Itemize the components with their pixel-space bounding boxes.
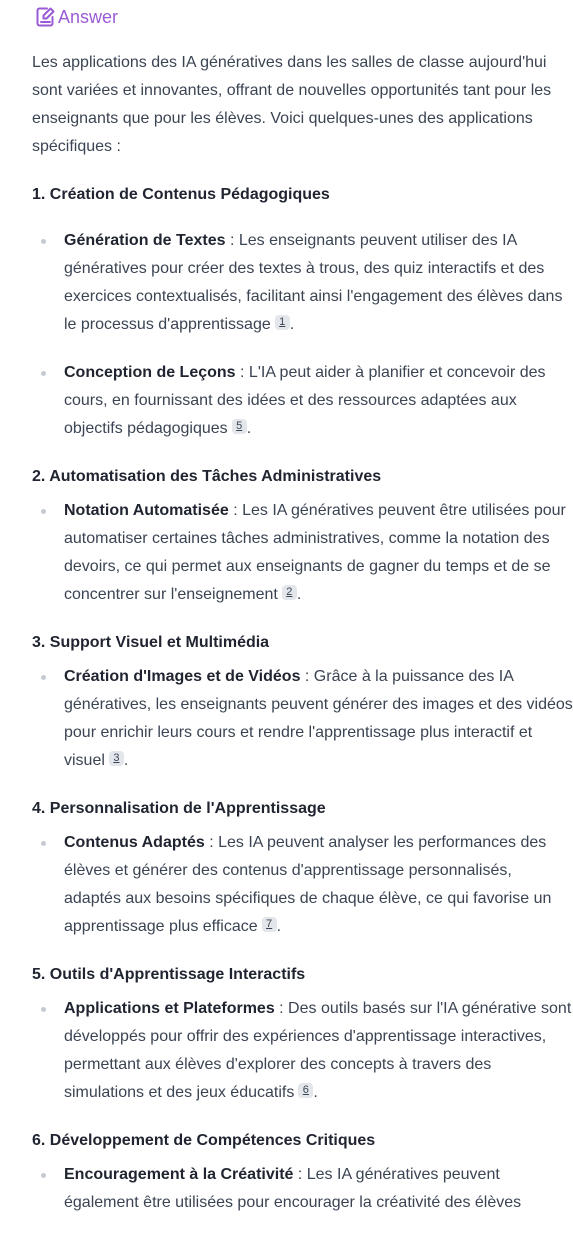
citation-link[interactable]: 3 (109, 751, 124, 766)
item-term: Encouragement à la Créativité (64, 1166, 294, 1183)
section-title: 4. Personnalisation de l'Apprentissage (32, 800, 326, 817)
answer-header (35, 4, 118, 30)
item-text: : Les enseignants peuvent utiliser des IA génératives pour créer des textes à trous, des quiz interactifs et des exercices contextualisés, facilitant ainsi l'engagement des élèves dans le processus d'apprentissage (64, 232, 563, 333)
citation-link[interactable]: 1 (275, 315, 290, 330)
list-item (32, 359, 573, 443)
list-item (32, 829, 573, 941)
item-term: Génération de Textes (64, 232, 226, 249)
section (32, 795, 573, 941)
list-item (32, 227, 573, 339)
citation-link[interactable]: 2 (282, 585, 297, 600)
section (32, 961, 573, 1107)
answer-title: Answer (58, 6, 119, 27)
sentence-period: . (246, 420, 252, 437)
item-text: : Les IA peuvent analyser les performances des élèves et générer des contenus d'apprentissage personnalisés, adaptés aux besoins spécifiques de chaque élève, ce qui favorise un apprentissage plus efficace (64, 834, 552, 935)
sentence-period: . (123, 752, 129, 769)
section-title: 1. Création de Contenus Pédagogiques (32, 186, 330, 203)
section-title: 6. Développement de Compétences Critiques (32, 1132, 376, 1149)
bullet-list (32, 663, 573, 775)
bullet-list (32, 829, 573, 941)
item-term: Conception de Leçons (64, 364, 236, 381)
section (32, 181, 573, 443)
sentence-period: . (296, 586, 302, 603)
item-text: : Des outils basés sur l'IA générative sont développés pour offrir des expériences d'apprentissage interactives, permettant aux élèves d'explorer des concepts à travers des simulations et des jeux éducatifs (64, 1000, 572, 1101)
section-title: 3. Support Visuel et Multimédia (32, 634, 270, 651)
section (32, 1127, 573, 1217)
citation-link[interactable]: 7 (262, 917, 277, 932)
list-item (32, 497, 573, 609)
item-term: Applications et Plateformes (64, 1000, 275, 1017)
item-text: : Les IA génératives peuvent également être utilisées pour encourager la créativité des élèves (64, 1166, 522, 1211)
answer-content (32, 49, 573, 1217)
section (32, 629, 573, 775)
list-item (32, 663, 573, 775)
answer-icon (35, 6, 56, 28)
item-term: Création d'Images et de Vidéos (64, 668, 301, 685)
item-text: : Les IA génératives peuvent être utilisées pour automatiser certaines tâches administratives, comme la notation des devoirs, ce qui permet aux enseignants de gagner du temps et de se concentrer sur l'enseignement (64, 502, 566, 603)
bullet-list (32, 497, 573, 609)
item-text: : L'IA peut aider à planifier et concevoir des cours, en fournissant des idées et des ressources adaptées aux objectifs pédagogiques (64, 364, 546, 437)
section (32, 463, 573, 609)
bullet-list (32, 995, 573, 1107)
item-term: Notation Automatisée (64, 502, 229, 519)
list-item (32, 995, 573, 1107)
item-text: : Grâce à la puissance des IA génératives, les enseignants peuvent générer des images et des vidéos pour enrichir leurs cours et rendre l'apprentissage plus interactif et visuel (64, 668, 573, 769)
sentence-period: . (313, 1084, 318, 1101)
intro-paragraph: Les applications des IA génératives dans les salles de classe aujourd'hui sont variées et innovantes, offrant de nouvelles opportunités tant pour les enseignants que pour les élèves. Voici quelques-unes des applications spécifiques : (32, 54, 552, 155)
bullet-list (32, 227, 573, 443)
citation-link[interactable]: 5 (232, 419, 247, 434)
bullet-list (32, 1161, 573, 1217)
sentence-period: . (289, 316, 295, 333)
section-title: 5. Outils d'Apprentissage Interactifs (32, 966, 306, 983)
sentence-period: . (276, 918, 282, 935)
section-title: 2. Automatisation des Tâches Administratives (32, 468, 382, 485)
list-item (32, 1161, 573, 1217)
citation-link[interactable]: 6 (298, 1083, 313, 1098)
item-term: Contenus Adaptés (64, 834, 205, 851)
sections-list (32, 181, 573, 1217)
